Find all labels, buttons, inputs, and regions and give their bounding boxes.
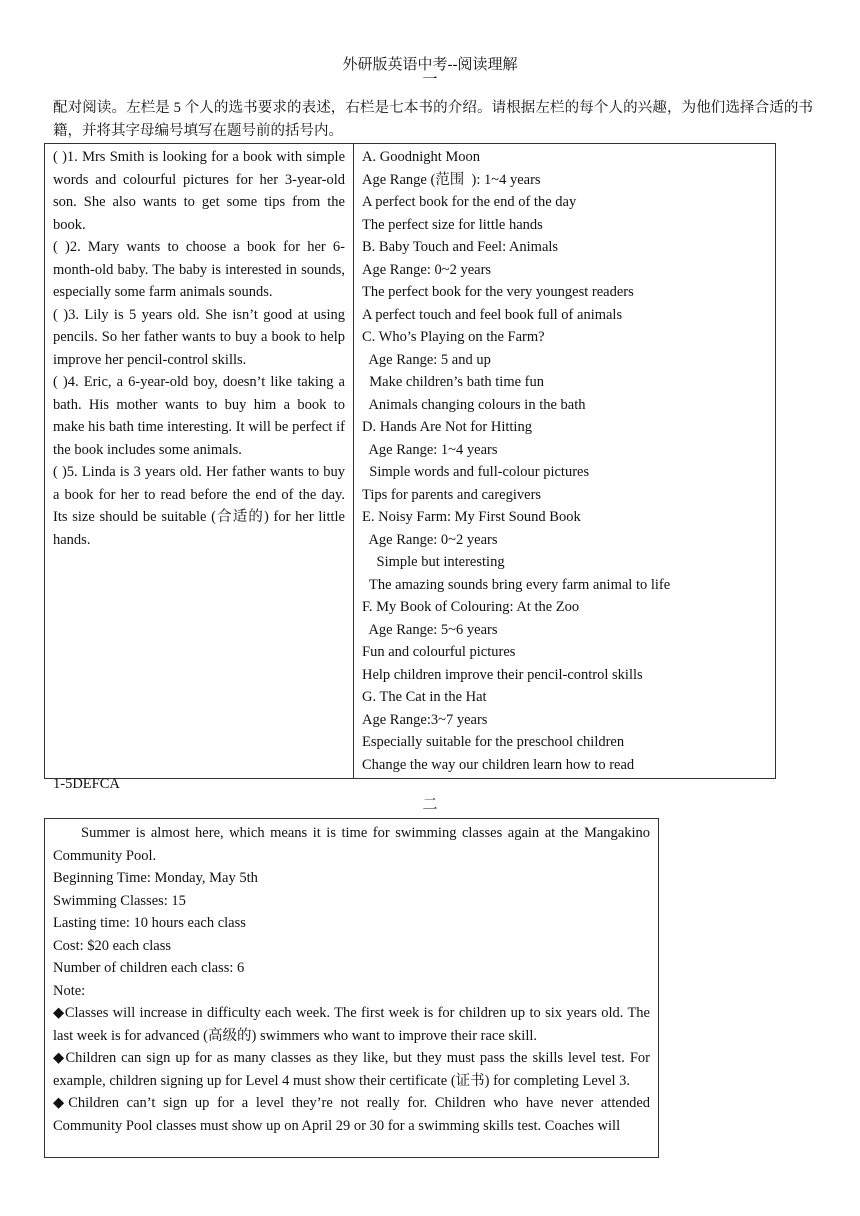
section-1-instructions: 配对阅读。左栏是 5 个人的选书要求的表述，右栏是七本书的介绍。请根据左栏的每个人的兴趣，为他们选择合适的书籍，并将其字母编号填写在题号前的括号内。 (53, 100, 813, 139)
book-line: G. The Cat in the Hat (362, 689, 487, 705)
question-3: ( )3. Lily is 5 years old. She isn’t good at using pencils. So her father wants to buy a book to help improve her pencil-control skills. (53, 306, 345, 368)
document-title: 外研版英语中考--阅读理解 (342, 57, 518, 73)
book-line: F. My Book of Colouring: At the Zoo (362, 599, 580, 615)
book-line: The amazing sounds bring every farm animal to life (362, 576, 671, 593)
book-line: Age Range: 0~2 years (362, 261, 492, 278)
book-line: Age Range: 0~2 years (362, 531, 498, 548)
book-line: The perfect book for the very youngest readers (362, 284, 634, 300)
book-line: Age Range: 5 and up (362, 351, 491, 368)
passage-paragraph: Beginning Time: Monday, May 5th (53, 870, 258, 886)
answer-key: 1-5DEFCA (53, 776, 120, 792)
passage-paragraph: Swimming Classes: 15 (53, 892, 186, 909)
book-line: Simple words and full-colour pictures (362, 464, 590, 480)
passage-paragraph: ◆Children can’t sign up for a level they’re not really for. Children who have never attended Community Pool classes must show up on April 29 or 30 for a swimming skills test. Coaches will (53, 1095, 650, 1134)
book-line: Age Range:3~7 years (362, 711, 488, 728)
question-2: ( )2. Mary wants to choose a book for her 6-month-old baby. The baby is interested in sounds, especially some farm animals sounds. (53, 239, 345, 300)
book-line: Make children’s bath time fun (362, 374, 545, 390)
book-line: Age Range: 5~6 years (362, 621, 498, 638)
book-line: The perfect size for little hands (362, 216, 543, 233)
questions-column (45, 144, 354, 779)
passage-paragraph: ◆Children can sign up for as many classes as they like, but they must pass the skills level test. For example, children signing up for Level 4 must show their certificate (证书) for completing Level 3. (53, 1050, 650, 1089)
book-line: A perfect book for the end of the day (362, 194, 577, 210)
book-line: Fun and colourful pictures (362, 644, 516, 660)
book-line: B. Baby Touch and Feel: Animals (362, 239, 559, 255)
book-line: Help children improve their pencil-control skills (362, 666, 643, 683)
question-5: ( )5. Linda is 3 years old. Her father wants to buy a book for her to read before the end of the day. Its size should be suitable (合适的) for her little hands. (53, 464, 345, 548)
book-line: Tips for parents and caregivers (362, 486, 542, 503)
passage-box (44, 818, 659, 1158)
books-column (354, 144, 776, 779)
book-line: A. Goodnight Moon (362, 149, 481, 165)
book-line: Animals changing colours in the bath (362, 396, 586, 413)
section-1-number: 一 (422, 72, 438, 88)
passage-paragraph: Note: (53, 982, 86, 999)
passage-paragraph: Number of children each class: 6 (53, 960, 245, 976)
passage-paragraph: Cost: $20 each class (53, 937, 171, 954)
passage-paragraph: Lasting time: 10 hours each class (53, 915, 246, 931)
book-line: Simple but interesting (362, 554, 505, 570)
matching-table (44, 143, 776, 779)
book-line: Age Range: 1~4 years (362, 441, 498, 458)
passage-paragraph: ◆Classes will increase in difficulty each week. The first week is for children up to six years old. The last week is for advanced (高级的) swimmers who want to improve their race skill. (53, 1005, 650, 1044)
question-1: ( )1. Mrs Smith is looking for a book with simple words and colourful pictures for her 3-year-old son. She also wants to get some tips from the book. (53, 149, 345, 233)
book-line: D. Hands Are Not for Hitting (362, 419, 532, 435)
section-2-number: 二 (422, 797, 438, 813)
passage-paragraph: Summer is almost here, which means it is time for swimming classes again at the Mangakino Community Pool. (53, 825, 650, 864)
question-4: ( )4. Eric, a 6-year-old boy, doesn’t like taking a bath. His mother wants to buy him a book to make his bath time interesting. It will be perfect if the book includes some animals. (53, 374, 345, 458)
book-line: Especially suitable for the preschool children (362, 734, 625, 750)
book-line: Change the way our children learn how to read (362, 756, 635, 773)
book-line: C. Who’s Playing on the Farm? (362, 329, 545, 345)
book-line: Age Range (范围 ): 1~4 years (362, 171, 541, 188)
book-line: E. Noisy Farm: My First Sound Book (362, 509, 581, 525)
book-line: A perfect touch and feel book full of animals (362, 306, 623, 323)
